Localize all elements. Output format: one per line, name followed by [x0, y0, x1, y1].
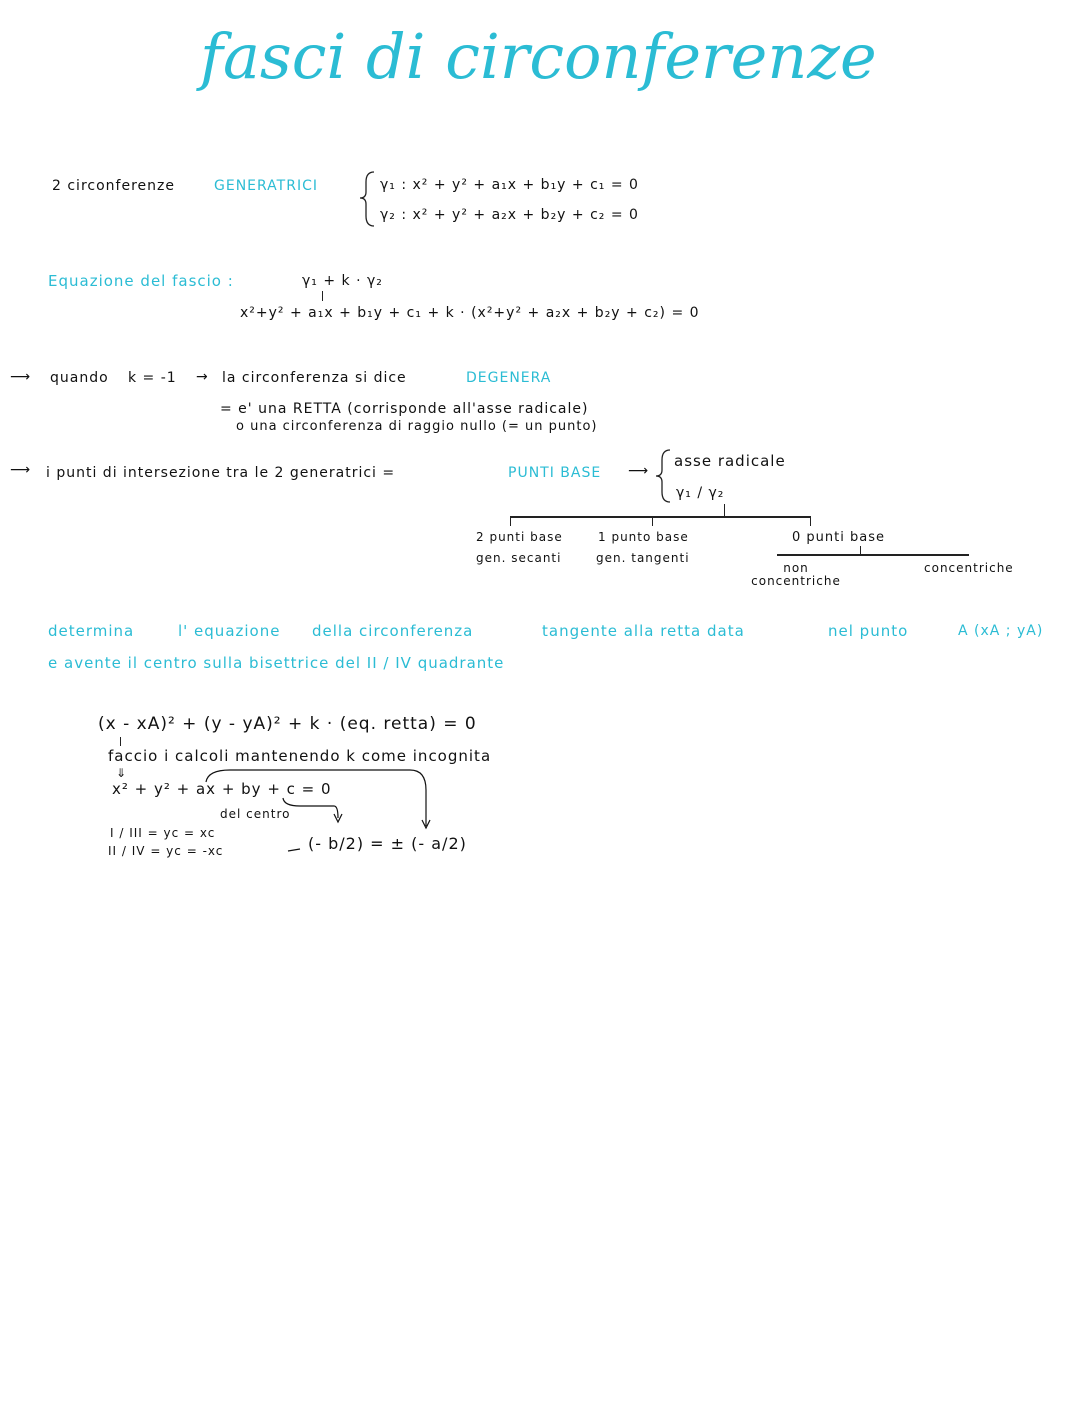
tree-bar	[777, 554, 969, 556]
arrow-icon: ⟶	[10, 369, 32, 385]
sub-branch: non concentriche	[751, 561, 841, 588]
branch-bottom: gen. tangenti	[596, 551, 690, 565]
fascio-short: γ₁ + k · γ₂	[302, 273, 383, 289]
quadrant-1-3: I / III = yc = xc	[110, 826, 216, 840]
branch-top: 1 punto base	[598, 530, 689, 544]
sub-branch: concentriche	[924, 561, 1014, 575]
fascio-full: x²+y² + a₁x + b₁y + c₁ + k · (x²+y² + a₂x + b₂y + c₂) = 0	[240, 305, 700, 321]
center-result: (- b/2) = ± (- a/2)	[308, 834, 467, 853]
page-title: fasci di circonferenze	[200, 20, 877, 93]
problem-text: A (xA ; yA)	[958, 623, 1044, 639]
solution-step: faccio i calcoli mantenendo k come incognita	[108, 747, 492, 765]
degenere-text: la circonferenza si dice	[222, 370, 407, 386]
arrow-icon: ⟶	[10, 462, 32, 478]
degenere-line1: = e' una RETTA (corrisponde all'asse radicale)	[220, 401, 589, 417]
connector	[322, 291, 323, 301]
arrow-to-result	[288, 849, 300, 851]
general-equation: x² + y² + ax + by + c = 0	[112, 780, 332, 798]
brace-item-asse: asse radicale	[674, 452, 786, 470]
branch-top: 0 punti base	[792, 530, 885, 545]
tree-bar	[510, 516, 810, 518]
brace-item-gamma: γ₁ / γ₂	[676, 485, 725, 501]
solution-equation: (x - xA)² + (y - yA)² + k · (eq. retta) = 0	[98, 714, 477, 734]
generatrici-keyword: GENERATRICI	[214, 178, 318, 194]
punti-base-text: i punti di intersezione tra le 2 generatrici =	[46, 465, 396, 481]
equation-gamma2: γ₂ : x² + y² + a₂x + b₂y + c₂ = 0	[380, 207, 639, 223]
tree-leg	[810, 516, 811, 526]
tree-leg	[652, 516, 653, 526]
punti-base-brace	[656, 450, 670, 502]
arrow-to-b	[283, 798, 338, 818]
centro-note: del centro	[220, 807, 291, 821]
problem-text: l' equazione	[178, 622, 281, 640]
arrow-icon: →	[196, 369, 209, 385]
connector	[120, 737, 121, 746]
problem-text: e avente il centro sulla bisettrice del II / IV quadrante	[48, 654, 505, 672]
problem-text: tangente alla retta data	[542, 622, 745, 640]
branch-bottom: gen. secanti	[476, 551, 562, 565]
problem-text: nel punto	[828, 622, 909, 640]
down-arrow-icon: ⇓	[116, 766, 128, 780]
degenere-when: quando	[50, 370, 109, 386]
branch-top: 2 punti base	[476, 530, 563, 544]
degenere-condition: k = -1	[128, 370, 177, 386]
problem-text: della circonferenza	[312, 622, 474, 640]
system-brace	[360, 172, 374, 226]
fascio-label: Equazione del fascio :	[48, 272, 234, 290]
quadrant-2-4: II / IV = yc = -xc	[108, 844, 224, 858]
problem-text: determina	[48, 622, 135, 640]
generatrici-label: 2 circonferenze	[52, 178, 175, 194]
tree-stem	[860, 546, 861, 554]
tree-leg	[510, 516, 511, 526]
tree-stem	[724, 504, 725, 516]
arrow-icon: ⟶	[628, 463, 650, 479]
equation-gamma1: γ₁ : x² + y² + a₁x + b₁y + c₁ = 0	[380, 177, 639, 193]
degenere-line2: o una circonferenza di raggio nullo (= un punto)	[236, 419, 598, 434]
degenere-keyword: DEGENERA	[466, 370, 552, 386]
punti-base-keyword: PUNTI BASE	[508, 465, 602, 481]
